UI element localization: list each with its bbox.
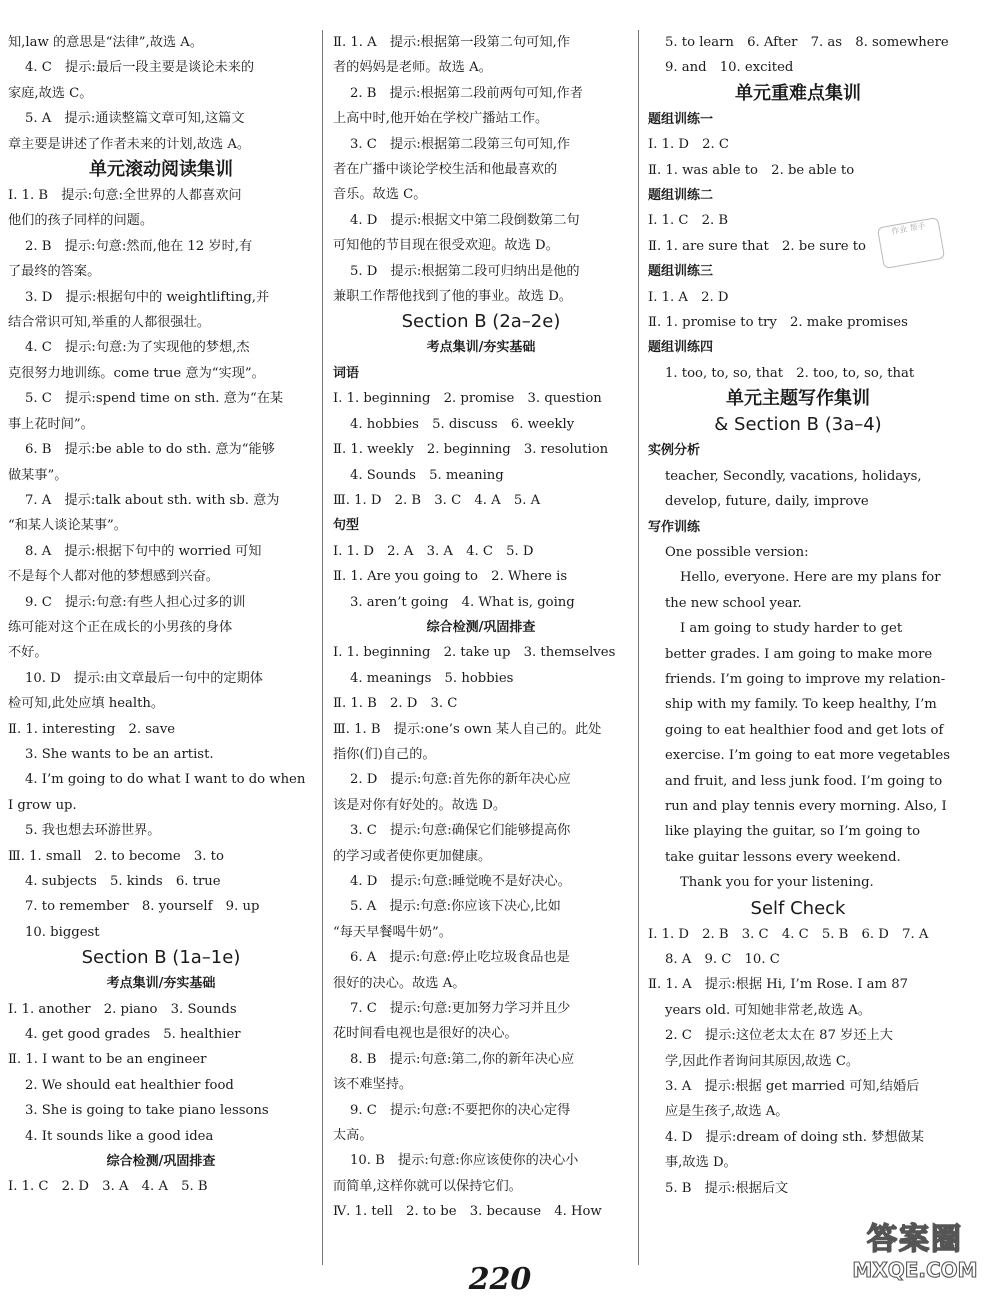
answer-line: 家庭,故选 C。: [8, 85, 93, 101]
answer-line: 结合常识可知,举重的人都很强壮。: [8, 315, 211, 331]
answer-line: 的学习或者使你更加健康。: [333, 848, 492, 864]
section-heading: 单元主题写作集训: [726, 388, 870, 410]
answer-line: 9. C 提示:句意:有些人担心过多的训: [25, 594, 246, 610]
answer-line: 克很努力地训练。come true 意为“实现”。: [8, 365, 265, 381]
answer-line: 4. Sounds 5. meaning: [350, 467, 504, 483]
group-label: 题组训练四: [648, 340, 714, 356]
section-heading: Section B (2a–2e): [401, 311, 561, 333]
answer-column-left: [8, 30, 314, 1200]
stamp-text: 作业 帮手: [890, 221, 927, 237]
answer-line: Ⅰ. 1. beginning 2. promise 3. question: [333, 391, 602, 407]
answer-line: 5. to learn 6. After 7. as 8. somewhere: [665, 35, 949, 50]
answer-line: 知,law 的意思是“法律”,故选 A。: [8, 35, 204, 50]
answer-line: Ⅰ. 1. D 2. C: [648, 137, 729, 153]
answer-line: exercise. I’m going to eat more vegetables: [665, 748, 950, 764]
answer-line: 不好。: [8, 645, 48, 661]
answer-line: like playing the guitar, so I’m going to: [665, 824, 921, 840]
answer-line: 3. C 提示:句意:确保它们能够提高你: [350, 823, 571, 839]
answer-line: 事,故选 D。: [665, 1155, 737, 1171]
answer-line: the new school year.: [665, 595, 802, 611]
answer-line: ship with my family. To keep healthy, I’m: [665, 697, 937, 713]
group-label: 题组训练三: [648, 264, 714, 280]
answer-line: 8. A 提示:根据下句中的 worried 可知: [25, 543, 262, 559]
answer-line: 2. B 提示:句意:然而,他在 12 岁时,有: [25, 238, 253, 254]
group-label: 题组训练一: [648, 111, 714, 127]
watermark-logo: [832, 1210, 998, 1294]
section-heading: & Section B (3a–4): [714, 414, 882, 436]
answer-line: develop, future, daily, improve: [665, 494, 869, 510]
answer-line: 7. A 提示:talk about sth. with sb. 意为: [25, 492, 280, 508]
answer-line: Ⅱ. 1. B 2. D 3. C: [333, 696, 458, 712]
answer-line: 5. 我也想去环游世界。: [25, 823, 161, 839]
answer-line: 4. hobbies 5. discuss 6. weekly: [350, 416, 575, 432]
answer-line: 4. D 提示:dream of doing sth. 梦想做某: [665, 1129, 924, 1145]
section-heading: 单元滚动阅读集训: [89, 159, 233, 181]
answer-line: 3. C 提示:根据第二段第三句可知,作: [350, 136, 571, 152]
answer-line: I am going to study harder to get: [680, 621, 903, 637]
answer-line: Hello, everyone. Here are my plans for: [680, 570, 941, 586]
answer-line: 8. A 9. C 10. C: [665, 952, 780, 967]
group-label: 实例分析: [648, 443, 701, 459]
answer-line: 花时间看电视也是很好的决心。: [333, 1026, 518, 1042]
answer-line: Ⅰ. 1. D 2. A 3. A 4. C 5. D: [333, 543, 534, 559]
answer-line: 上高中时,他开始在学校广播站工作。: [333, 111, 549, 127]
answer-line: Ⅱ. 1. are sure that 2. be sure to: [648, 238, 866, 254]
group-label: 词语: [333, 365, 360, 381]
subsection-heading: 考点集训/夯实基础: [426, 340, 536, 356]
answer-line: 6. A 提示:句意:停止吃垃圾食品也是: [350, 950, 570, 966]
answer-line: 10. D 提示:由文章最后一句中的定期体: [25, 670, 263, 686]
answer-line: Ⅲ. 1. small 2. to become 3. to: [8, 848, 224, 864]
subsection-heading: 综合检测/巩固排查: [426, 619, 536, 635]
answer-line: “和某人谈论某事”。: [8, 518, 127, 534]
answer-line: Ⅱ. 1. Are you going to 2. Where is: [333, 569, 568, 585]
answer-line: 3. She wants to be an artist.: [25, 746, 214, 762]
answer-line: 音乐。故选 C。: [333, 187, 427, 203]
group-label: 写作训练: [648, 519, 701, 535]
answer-line: 5. B 提示:根据后文: [665, 1180, 789, 1196]
answer-line: 3. She is going to take piano lessons: [25, 1103, 269, 1119]
section-heading: 单元重难点集训: [735, 82, 861, 104]
answer-line: Ⅱ. 1. weekly 2. beginning 3. resolution: [333, 442, 609, 458]
answer-line: Ⅰ. 1. beginning 2. take up 3. themselves: [333, 645, 616, 661]
group-label: 题组训练二: [648, 188, 714, 204]
answer-line: 7. to remember 8. yourself 9. up: [25, 899, 260, 915]
answer-line: 太高。: [333, 1128, 373, 1144]
answer-line: better grades. I am going to make more: [665, 646, 933, 662]
answer-line: 学,因此作者询问其原因,故选 C。: [665, 1053, 860, 1069]
answer-line: 8. B 提示:句意:第二,你的新年决心应: [350, 1051, 575, 1067]
answer-line: 4. subjects 5. kinds 6. true: [25, 874, 221, 889]
answer-line: 很好的决心。故选 A。: [333, 975, 466, 991]
answer-line: 5. A 提示:句意:你应该下决心,比如: [350, 899, 561, 915]
answer-line: 10. biggest: [25, 924, 100, 940]
answer-line: Ⅰ. 1. C 2. D 3. A 4. A 5. B: [8, 1179, 208, 1195]
answer-line: Ⅳ. 1. tell 2. to be 3. because 4. How: [333, 1204, 602, 1220]
answer-line: 4. I’m going to do what I want to do when: [25, 772, 306, 788]
answer-line: 2. D 提示:句意:首先你的新年决心应: [350, 772, 571, 788]
answer-line: going to eat healthier food and get lots of: [665, 722, 944, 738]
answer-line: 9. C 提示:句意:不要把你的决心定得: [350, 1102, 571, 1118]
answer-line: 7. C 提示:句意:更加努力学习并且少: [350, 1001, 571, 1017]
answer-line: 1. too, to, so, that 2. too, to, so, that: [665, 365, 915, 381]
answer-line: Ⅱ. 1. was able to 2. be able to: [648, 162, 855, 178]
answer-line: 3. D 提示:根据句中的 weightlifting,并: [25, 289, 270, 305]
page-number: 220: [468, 1262, 532, 1297]
answer-line: 5. C 提示:spend time on sth. 意为“在某: [25, 391, 284, 407]
answer-line: Thank you for your listening.: [680, 875, 874, 891]
answer-line: Ⅲ. 1. B 提示:one’s own 某人自己的。此处: [333, 721, 602, 737]
answer-line: 练可能对这个正在成长的小男孩的身体: [8, 619, 233, 635]
watermark-top: 答案圈: [867, 1222, 963, 1257]
answer-line: 应是生孩子,故选 A。: [665, 1104, 789, 1120]
answer-line: Ⅰ. 1. B 提示:句意:全世界的人都喜欢问: [8, 188, 242, 204]
answer-line: 4. It sounds like a good idea: [25, 1128, 214, 1144]
answer-line: 检可知,此处应填 health。: [8, 696, 165, 712]
answer-line: 4. get good grades 5. healthier: [25, 1027, 241, 1043]
answer-line: 3. A 提示:根据 get married 可知,结婚后: [665, 1079, 920, 1095]
answer-line: Ⅱ. 1. I want to be an engineer: [8, 1052, 207, 1068]
answer-line: One possible version:: [665, 544, 809, 560]
answer-line: 9. and 10. excited: [665, 60, 794, 76]
section-heading: Self Check: [750, 897, 846, 919]
answer-line: take guitar lessons every weekend.: [665, 849, 901, 865]
answer-line: Ⅱ. 1. A 提示:根据第一段第二句可知,作: [333, 35, 570, 50]
answer-line: 做某事”。: [8, 467, 68, 483]
answer-line: 4. meanings 5. hobbies: [350, 670, 514, 686]
answer-line: 而简单,这样你就可以保持它们。: [333, 1178, 522, 1194]
answer-line: Ⅱ. 1. interesting 2. save: [8, 721, 176, 737]
group-label: 句型: [333, 518, 360, 534]
answer-line: Ⅱ. 1. A 提示:根据 Hi, I’m Rose. I am 87: [648, 977, 908, 993]
answer-line: years old. 可知她非常老,故选 A。: [665, 1002, 871, 1018]
answer-line: run and play tennis every morning. Also, I: [665, 798, 947, 814]
answer-line: 4. C 提示:最后一段主要是谈论未来的: [25, 60, 255, 76]
answer-line: 10. B 提示:句意:你应该使你的决心小: [350, 1153, 579, 1169]
answer-line: 2. B 提示:根据第二段前两句可知,作者: [350, 85, 583, 101]
subsection-heading: 综合检测/巩固排查: [106, 1154, 216, 1170]
subsection-heading: 考点集训/夯实基础: [106, 976, 216, 992]
answer-line: 5. D 提示:根据第二段可归纳出是他的: [350, 263, 580, 279]
section-heading: Section B (1a–1e): [81, 947, 241, 969]
answer-line: 4. D 提示:根据文中第二段倒数第二句: [350, 212, 580, 228]
answer-line: 事上花时间”。: [8, 416, 94, 432]
answer-line: 4. D 提示:句意:睡觉晚不是好决心。: [350, 874, 571, 889]
answer-line: teacher, Secondly, vacations, holidays,: [665, 468, 922, 484]
answer-column-right: [648, 30, 948, 1201]
answer-line: Ⅱ. 1. promise to try 2. make promises: [648, 315, 908, 331]
answer-line: 该不难坚持。: [333, 1077, 413, 1093]
answer-line: 他们的孩子同样的问题。: [8, 213, 154, 229]
answer-line: Ⅰ. 1. another 2. piano 3. Sounds: [8, 1001, 237, 1017]
answer-column-middle: [333, 30, 629, 1225]
answer-line: 者的妈妈是老师。故选 A。: [333, 60, 492, 76]
answer-line: I grow up.: [8, 797, 77, 813]
answer-line: 兼职工作帮他找到了他的事业。故选 D。: [333, 289, 572, 305]
column-divider-left: [322, 30, 323, 1265]
answer-line: 2. We should eat healthier food: [25, 1077, 234, 1093]
answer-line: 者在广播中谈论学校生活和他最喜欢的: [333, 162, 558, 178]
answer-line: 4. C 提示:句意:为了实现他的梦想,杰: [25, 340, 250, 356]
answer-line: 了最终的答案。: [8, 264, 101, 280]
answer-line: Ⅰ. 1. C 2. B: [648, 213, 729, 229]
answer-line: Ⅰ. 1. A 2. D: [648, 289, 729, 305]
answer-line: 6. B 提示:be able to do sth. 意为“能够: [25, 442, 275, 458]
column-divider-right: [638, 30, 639, 1265]
answer-line: 5. A 提示:通读整篇文章可知,这篇文: [25, 111, 245, 127]
answer-line: Ⅲ. 1. D 2. B 3. C 4. A 5. A: [333, 492, 541, 508]
answer-line: 章主要是讲述了作者未来的计划,故选 A。: [8, 136, 251, 152]
answer-line: 该是对你有好处的。故选 D。: [333, 797, 507, 813]
answer-line: 指你(们)自己的。: [333, 746, 436, 762]
answer-line: and fruit, and less junk food. I’m going to: [665, 773, 943, 789]
answer-line: Ⅰ. 1. D 2. B 3. C 4. C 5. B 6. D 7. A: [648, 926, 929, 942]
watermark-bottom: MXQE.COM: [852, 1258, 978, 1282]
answer-line: 不是每个人都对他的梦想感到兴奋。: [8, 569, 219, 585]
answer-line: 可知他的节目现在很受欢迎。故选 D。: [333, 238, 559, 254]
answer-line: friends. I’m going to improve my relation-: [665, 671, 946, 687]
answer-line: 2. C 提示:这位老太太在 87 岁还上大: [665, 1028, 893, 1044]
answer-line: 3. aren’t going 4. What is, going: [350, 594, 575, 610]
answer-line: “每天早餐喝牛奶”。: [333, 924, 452, 940]
